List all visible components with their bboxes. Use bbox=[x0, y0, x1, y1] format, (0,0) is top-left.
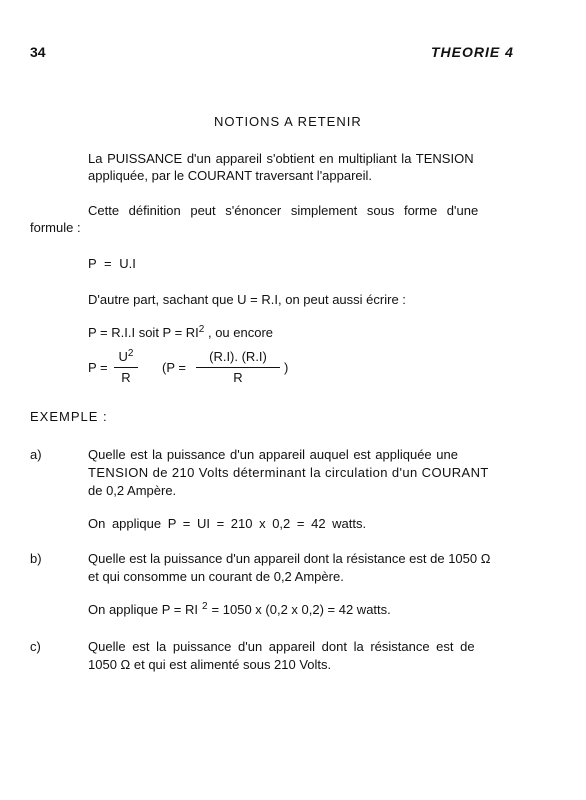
fraction1-denominator: R bbox=[121, 370, 131, 385]
example-a-line1: Quelle est la puissance d'un appareil auquel est appliquée une bbox=[88, 447, 458, 462]
fraction1-numerator bbox=[112, 349, 140, 367]
formula-power: P = U.I bbox=[88, 256, 136, 271]
fraction2-numerator: (R.I). (R.I) bbox=[209, 349, 267, 364]
page-number: 34 bbox=[30, 44, 46, 60]
example-b-answer bbox=[88, 602, 391, 620]
fraction1-num-base: U bbox=[118, 349, 128, 364]
fraction2-bar bbox=[196, 367, 280, 368]
fraction2-denominator: R bbox=[233, 370, 243, 385]
example-c-line1: Quelle est la puissance d'un appareil dont la résistance est de bbox=[88, 639, 475, 654]
example-c-marker: c) bbox=[30, 639, 41, 654]
example-b-marker: b) bbox=[30, 551, 42, 566]
example-a-line3: de 0,2 Ampère. bbox=[88, 483, 177, 498]
formula3-paren-open: (P = bbox=[162, 360, 186, 375]
formula-ri2-left: P = R.I.I soit P = RI bbox=[88, 325, 199, 340]
example-b-answer-exponent: 2 bbox=[201, 601, 208, 612]
para1-line2: appliquée, par le COURANT traversant l'appareil. bbox=[88, 168, 373, 183]
example-b-answer-left: On applique P = RI bbox=[88, 602, 198, 617]
running-title: THEORIE 4 bbox=[431, 44, 514, 60]
formula-ri2-right: , ou encore bbox=[204, 325, 274, 340]
fraction1-num-exponent: 2 bbox=[127, 348, 134, 359]
example-a-line2: TENSION de 210 Volts déterminant la circulation d'un COURANT bbox=[88, 465, 489, 480]
formula3-p-eq: P = bbox=[88, 360, 108, 375]
example-b-answer-right: = 1050 x (0,2 x 0,2) = 42 watts. bbox=[211, 602, 391, 617]
formula3-paren-close: ) bbox=[284, 360, 289, 375]
formula-ri2-exponent: 2 bbox=[198, 324, 205, 335]
para3: D'autre part, sachant que U = R.I, on peut aussi écrire : bbox=[88, 292, 406, 307]
example-a-marker: a) bbox=[30, 447, 42, 462]
para2-line1: Cette définition peut s'énoncer simplement sous forme d'une bbox=[88, 203, 479, 218]
fraction1-bar bbox=[114, 367, 138, 368]
section-title: NOTIONS A RETENIR bbox=[214, 114, 362, 129]
para1-line1: La PUISSANCE d'un appareil s'obtient en multipliant la TENSION bbox=[88, 151, 474, 166]
para2-line2: formule : bbox=[30, 220, 81, 235]
example-heading: EXEMPLE : bbox=[30, 409, 108, 424]
example-a-answer: On applique P = UI = 210 x 0,2 = 42 watts. bbox=[88, 516, 367, 531]
example-c-line2: 1050 Ω et qui est alimenté sous 210 Volts. bbox=[88, 657, 332, 672]
example-b-line2: et qui consomme un courant de 0,2 Ampère. bbox=[88, 569, 344, 584]
example-b-line1: Quelle est la puissance d'un appareil dont la résistance est de 1050 Ω bbox=[88, 551, 491, 566]
formula-ri2 bbox=[88, 325, 273, 343]
